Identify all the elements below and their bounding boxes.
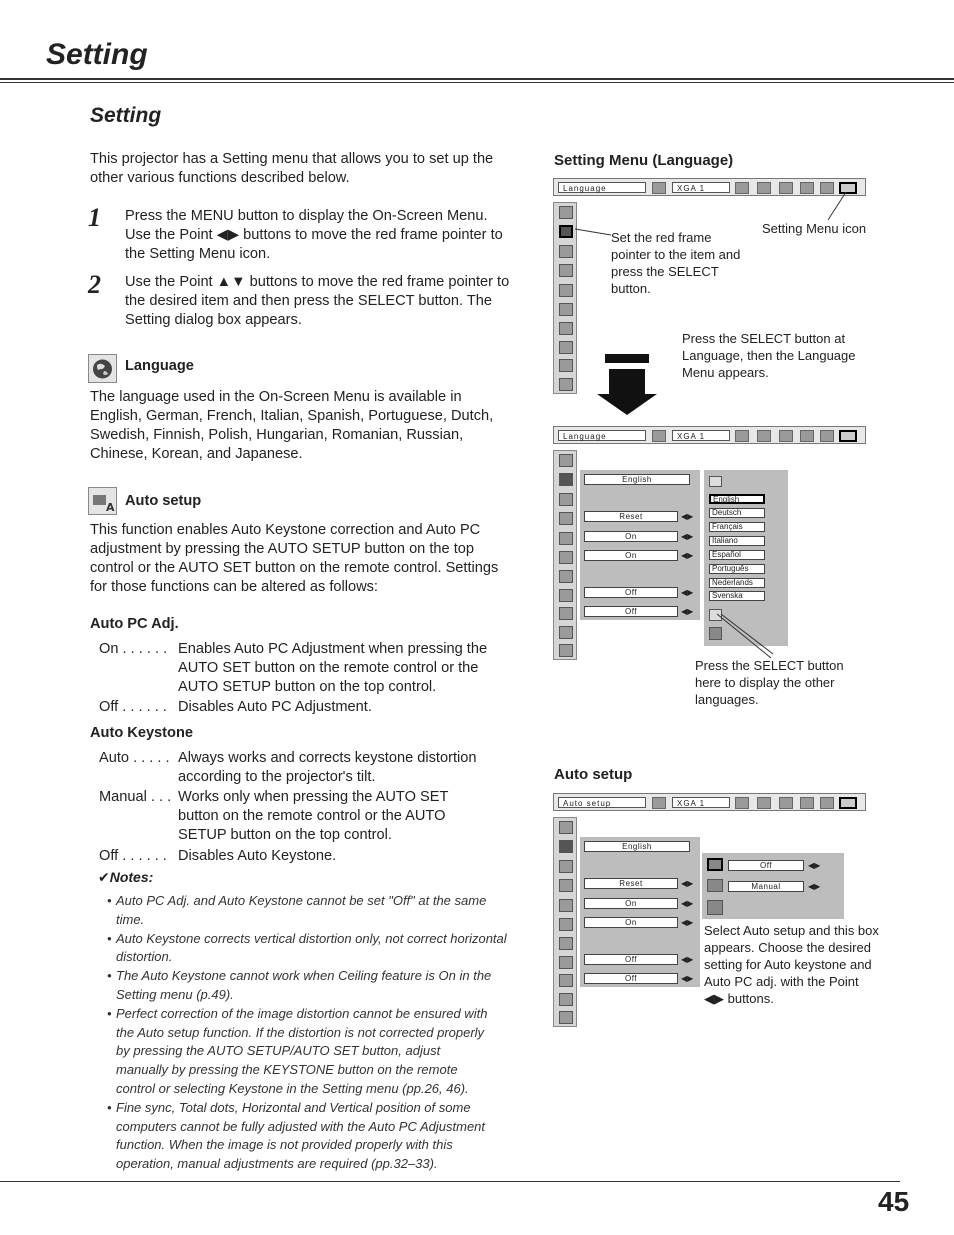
- left-right-arrows-icon: ◀▶: [808, 882, 821, 891]
- language-option[interactable]: Français: [709, 522, 765, 532]
- callout-select-language: Press the SELECT button at Language, then the Language Menu appears.: [682, 331, 856, 380]
- up-arrow-icon[interactable]: [559, 821, 573, 834]
- intro-text: This projector has a Setting menu that allows you to set up the other various functions described below.: [90, 151, 494, 186]
- exit-icon[interactable]: [559, 1011, 573, 1024]
- menu-icon[interactable]: [757, 430, 771, 442]
- reset-value[interactable]: Reset: [584, 878, 678, 889]
- keystone-icon[interactable]: [559, 264, 573, 277]
- left-right-arrows-icon: ◀▶: [681, 918, 694, 927]
- language-option[interactable]: Português: [709, 564, 765, 574]
- on-value[interactable]: On: [584, 898, 678, 909]
- step-number: 2: [88, 270, 101, 299]
- note-item: • Auto PC Adj. and Auto Keystone cannot be set "Off" at the same time.: [107, 892, 512, 930]
- globe-icon[interactable]: [559, 473, 573, 486]
- osd-settings-panel: [580, 837, 700, 987]
- menu-icon[interactable]: [820, 797, 834, 809]
- menu-item-icon[interactable]: [559, 974, 573, 987]
- setting-menu-heading: Setting Menu (Language): [554, 152, 734, 169]
- menu-item-icon[interactable]: [559, 607, 573, 620]
- left-right-arrows-icon: ◀▶: [681, 899, 694, 908]
- menu-icon[interactable]: [757, 797, 771, 809]
- menu-icon[interactable]: [652, 182, 666, 194]
- globe-icon[interactable]: [559, 225, 573, 238]
- page-number: 45: [878, 1186, 910, 1217]
- auto-setup-icon: [88, 487, 117, 515]
- option-key: Off . . . . . .: [99, 848, 167, 864]
- language-option[interactable]: Nederlands: [709, 578, 765, 588]
- language-option[interactable]: Deutsch: [709, 508, 765, 518]
- note-text: Auto PC Adj. and Auto Keystone cannot be set "Off" at the same time.: [116, 893, 487, 927]
- callout-menu-icon: Setting Menu icon: [762, 221, 867, 236]
- auto-setup-icon[interactable]: [707, 858, 723, 871]
- auto-setup-text: This function enables Auto Keystone correction and Auto PC adjustment by pressing the AUTO SETUP button on the top control or the AUTO SET button on the remote control. Settings for those functions can be altered as follows:: [90, 522, 499, 595]
- menu-icon[interactable]: [735, 797, 749, 809]
- up-arrow-icon[interactable]: [709, 476, 722, 487]
- language-option[interactable]: Italiano: [709, 536, 765, 546]
- left-right-arrows-icon: ◀▶: [681, 607, 694, 616]
- auto-pc-heading: Auto PC Adj.: [90, 616, 179, 632]
- callout-auto-box: Select Auto setup and this box appears. Choose the desired setting for Auto keystone and Auto PC adj. with the Point ◀▶ buttons.: [704, 923, 879, 1006]
- up-arrow-icon[interactable]: [559, 454, 573, 467]
- step-number: 1: [88, 203, 101, 232]
- auto-keystone-heading: Auto Keystone: [90, 725, 193, 741]
- left-right-arrows-icon: ◀▶: [681, 551, 694, 560]
- menu-item-icon[interactable]: [559, 589, 573, 602]
- keystone-icon[interactable]: [559, 512, 573, 525]
- menu-item-icon[interactable]: [559, 899, 573, 912]
- down-arrow-icon[interactable]: [559, 378, 573, 391]
- off-value[interactable]: Off: [584, 606, 678, 617]
- menu-item-icon[interactable]: [559, 551, 573, 564]
- language-option[interactable]: Svenska: [709, 591, 765, 601]
- left-right-arrows-icon: ◀▶: [681, 879, 694, 888]
- language-text: The language used in the On-Screen Menu is available in English, German, French, Italian, Spanish, Portuguese, Dutch, Swedish, Finnish, Polish, Hungarian, Romanian, Russian, Chinese, Korean, and Japanese.: [90, 389, 494, 462]
- down-arrow-icon[interactable]: [559, 993, 573, 1006]
- left-right-arrows-icon: ◀▶: [681, 588, 694, 597]
- menu-icon[interactable]: [820, 430, 834, 442]
- notes-list: [107, 892, 512, 1174]
- step-text: Use the Point ▲▼ buttons to move the red frame pointer to the desired item and then press the SELECT button. The Setting dialog box appears.: [125, 274, 510, 328]
- reset-value[interactable]: Reset: [584, 511, 678, 522]
- auto-setup-dialog: [702, 853, 844, 919]
- footer-rule: [0, 1181, 900, 1182]
- menu-item-icon[interactable]: [559, 341, 573, 354]
- auto-setup-right-heading: Auto setup: [554, 766, 633, 783]
- auto-setup-icon[interactable]: [559, 245, 573, 258]
- option-key: Manual . . .: [99, 789, 172, 805]
- menu-item-icon[interactable]: [559, 570, 573, 583]
- osd-input-label: XGA 1: [672, 182, 730, 193]
- svg-text:A: A: [106, 501, 115, 514]
- note-text: Perfect correction of the image distortion cannot be ensured with the Auto setup function. If the distortion is not corrected properly by pressing the AUTO SETUP/AUTO SET button, adjust manually by pressing the KEYSTONE button on the remote control or selecting Keystone in the Setting menu (pp.26, 46).: [116, 1005, 488, 1096]
- menu-icon[interactable]: [652, 797, 666, 809]
- note-text: Fine sync, Total dots, Horizontal and Vertical position of some computers cannot be fully adjusted with the Auto PC Adjustment function. When the image is not provided properly with this operation, manual adjustments are required (pp.32–33).: [116, 1099, 486, 1172]
- option-key: Off . . . . . .: [99, 699, 167, 715]
- down-arrow-icon[interactable]: [559, 626, 573, 639]
- auto-setup-icon[interactable]: [559, 860, 573, 873]
- exit-icon[interactable]: [559, 644, 573, 657]
- note-text: The Auto Keystone cannot work when Ceiling feature is On in the Setting menu (p.49).: [116, 968, 492, 1002]
- step-text: Press the MENU button to display the On-Screen Menu. Use the Point ◀▶ buttons to move the red frame pointer to the Setting Menu icon.: [125, 208, 503, 262]
- option-text: Enables Auto PC Adjustment when pressing the AUTO SET button on the remote control or the AUTO SETUP button on the top control.: [178, 641, 488, 695]
- osd-menu-label: Language: [558, 182, 646, 193]
- osd-menu-label: Language: [558, 430, 646, 441]
- globe-icon[interactable]: [559, 840, 573, 853]
- note-text: Auto Keystone corrects vertical distortion only, not correct horizontal distortion.: [116, 930, 507, 965]
- note-item: • Auto Keystone corrects vertical distortion only, not correct horizontal distortion.: [107, 930, 512, 968]
- option-text: Works only when pressing the AUTO SET button on the remote control or the AUTO SETUP button on the top control.: [178, 789, 449, 843]
- left-right-arrows-icon: ◀▶: [681, 974, 694, 983]
- callout-line: [715, 612, 775, 662]
- osd-menu-bar: [553, 793, 866, 811]
- menu-icon[interactable]: [652, 430, 666, 442]
- header-rule-thin: [0, 82, 954, 83]
- option-text: Disables Auto Keystone.: [178, 848, 337, 864]
- language-value[interactable]: English: [584, 474, 690, 485]
- off-value[interactable]: Off: [584, 954, 678, 965]
- menu-item-icon[interactable]: [559, 918, 573, 931]
- menu-icon[interactable]: [779, 182, 793, 194]
- menu-icon[interactable]: [735, 182, 749, 194]
- up-arrow-icon[interactable]: [559, 206, 573, 219]
- off-value[interactable]: Off: [584, 587, 678, 598]
- page-header-title: Setting: [46, 38, 148, 71]
- osd-sidebar: [553, 817, 577, 1027]
- setting-menu-icon[interactable]: [839, 797, 857, 809]
- menu-icon[interactable]: [779, 430, 793, 442]
- keystone-icon[interactable]: [559, 879, 573, 892]
- option-key: Auto . . . . .: [99, 750, 170, 766]
- menu-item-icon[interactable]: [559, 303, 573, 316]
- section-title: Setting: [90, 104, 162, 127]
- language-option[interactable]: English: [709, 494, 765, 504]
- setting-menu-icon[interactable]: [839, 430, 857, 442]
- left-right-arrows-icon: ◀▶: [681, 532, 694, 541]
- language-heading: Language: [125, 358, 194, 374]
- down-arrow-icon: [597, 354, 659, 416]
- osd-input-label: XGA 1: [672, 797, 730, 808]
- callout-red-frame: Set the red frame pointer to the item and press the SELECT button.: [611, 230, 741, 296]
- option-text: Always works and corrects keystone distortion according to the projector's tilt.: [178, 750, 477, 785]
- menu-item-icon[interactable]: [559, 532, 573, 545]
- keystone-icon[interactable]: [707, 879, 723, 892]
- exit-icon[interactable]: [707, 900, 723, 915]
- auto-keystone-value[interactable]: Manual: [728, 881, 804, 892]
- globe-icon: [88, 354, 117, 383]
- menu-icon[interactable]: [800, 430, 814, 442]
- option-key: On . . . . . .: [99, 641, 168, 657]
- menu-item-icon[interactable]: [559, 359, 573, 372]
- callout-line: [575, 218, 615, 238]
- osd-menu-bar: [553, 426, 866, 444]
- left-right-arrows-icon: ◀▶: [681, 955, 694, 964]
- menu-item-icon[interactable]: [559, 956, 573, 969]
- notes-heading: ✔Notes:: [98, 869, 154, 885]
- osd-sidebar: [553, 202, 577, 394]
- left-right-arrows-icon: ◀▶: [681, 512, 694, 521]
- callout-other-languages: Press the SELECT button here to display the other languages.: [695, 658, 844, 707]
- on-value[interactable]: On: [584, 550, 678, 561]
- menu-icon[interactable]: [735, 430, 749, 442]
- osd-menu-label: Auto setup: [558, 797, 646, 808]
- osd-settings-panel: [580, 470, 700, 620]
- off-value[interactable]: Off: [584, 973, 678, 984]
- header-rule: [0, 78, 954, 80]
- menu-icon[interactable]: [800, 182, 814, 194]
- menu-icon[interactable]: [800, 797, 814, 809]
- auto-setup-icon[interactable]: [559, 493, 573, 506]
- menu-icon[interactable]: [757, 182, 771, 194]
- osd-sidebar: [553, 450, 577, 660]
- note-item: • The Auto Keystone cannot work when Ceiling feature is On in the Setting menu (p.49).: [107, 967, 512, 1005]
- auto-pc-value[interactable]: Off: [728, 860, 804, 871]
- option-text: Disables Auto PC Adjustment.: [178, 699, 372, 715]
- language-value[interactable]: English: [584, 841, 690, 852]
- callout-line: [820, 190, 850, 222]
- menu-item-icon[interactable]: [559, 284, 573, 297]
- on-value[interactable]: On: [584, 917, 678, 928]
- left-right-arrows-icon: ◀▶: [808, 861, 821, 870]
- note-item: • Fine sync, Total dots, Horizontal and Vertical position of some computers cannot be fully adjusted with the Auto PC Adjustment function. When the image is not provided properly with this operation, manual adjustments are required (pp.32–33).: [107, 1099, 512, 1174]
- language-option[interactable]: Español: [709, 550, 765, 560]
- note-item: • Perfect correction of the image distortion cannot be ensured with the Auto setup function. If the distortion is not corrected properly by pressing the AUTO SETUP/AUTO SET button, adjust manually by pressing the KEYSTONE button on the remote control or selecting Keystone in the Setting menu (pp.26, 46).: [107, 1005, 512, 1099]
- auto-setup-heading: Auto setup: [125, 493, 202, 509]
- on-value[interactable]: On: [584, 531, 678, 542]
- menu-icon[interactable]: [779, 797, 793, 809]
- menu-item-icon[interactable]: [559, 937, 573, 950]
- osd-input-label: XGA 1: [672, 430, 730, 441]
- menu-item-icon[interactable]: [559, 322, 573, 335]
